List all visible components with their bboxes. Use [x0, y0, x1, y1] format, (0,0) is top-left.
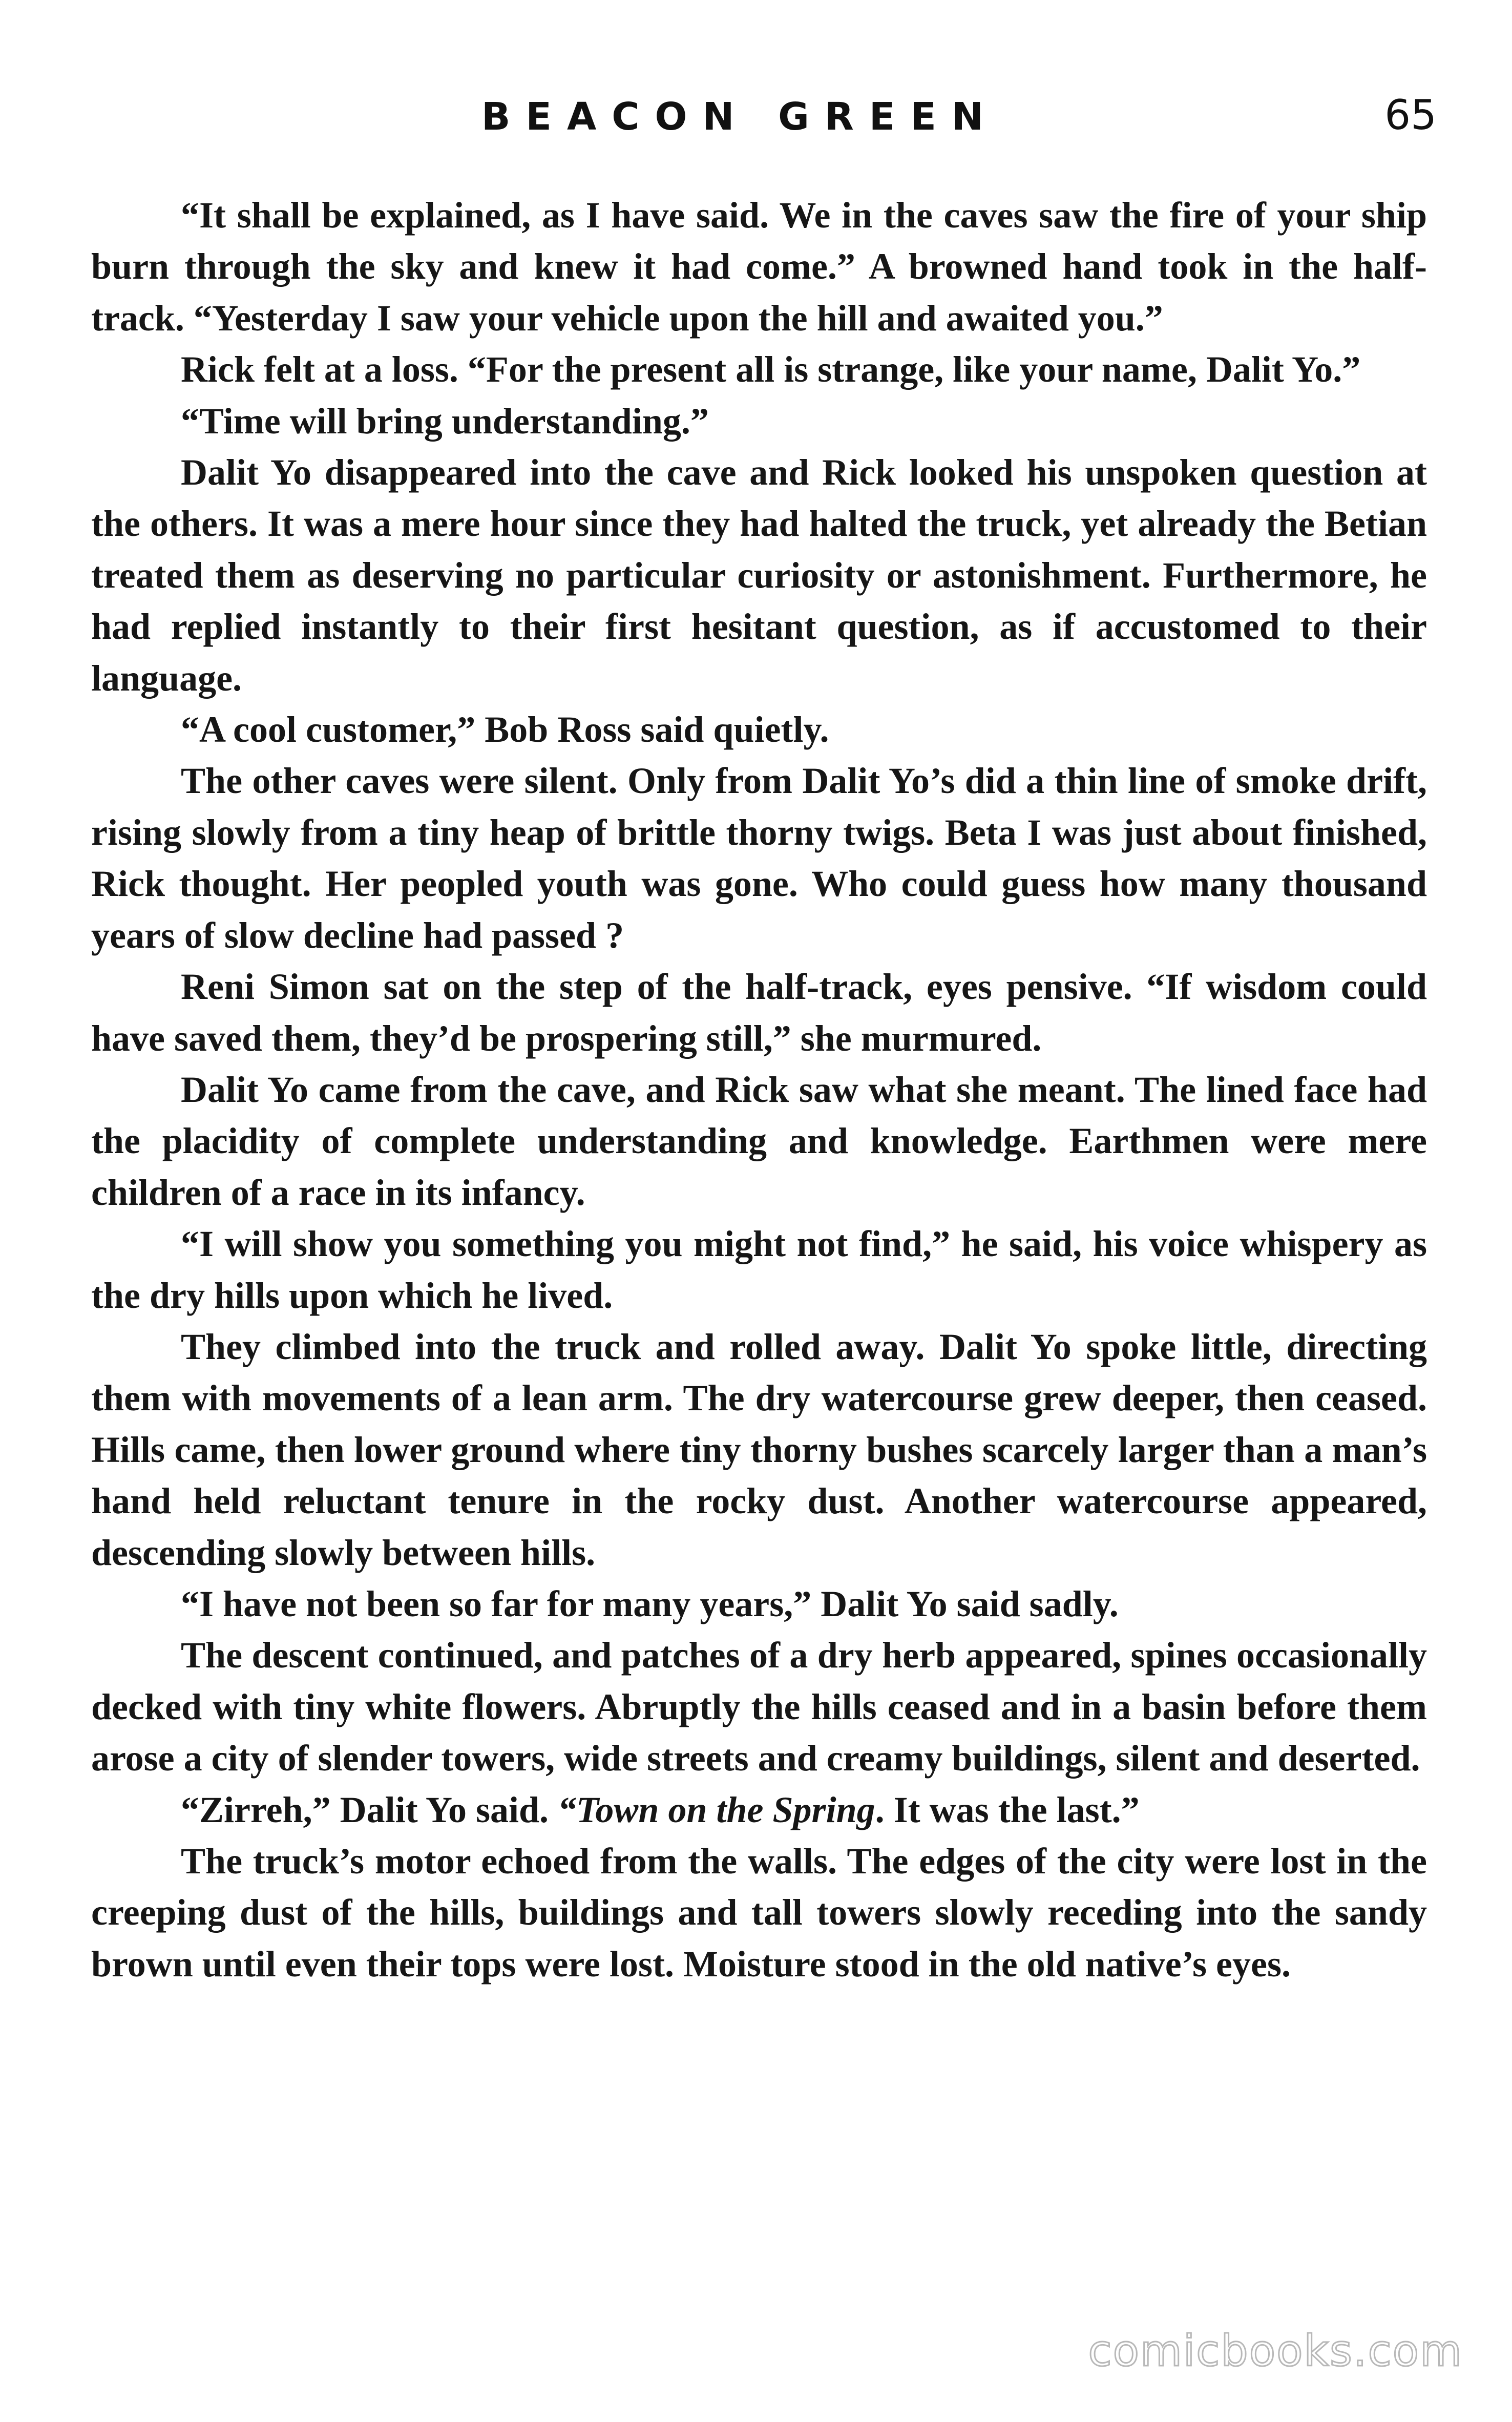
paragraph: Reni Simon sat on the step of the half-track, eyes pensive. “If wisdom could have saved them, they’d be prospering still,” she murmured. — [91, 966, 1427, 1059]
paragraph: “A cool customer,” Bob Ross said quietly. — [181, 709, 829, 750]
paragraph: The descent continued, and patches of a dry herb appeared, spines occasionally decked with tiny white flowers. Abruptly the hills ceased and in a basin before them arose a city of slender towers, wide streets and creamy buildings, silent and deserted. — [91, 1635, 1427, 1779]
page-number: 65 — [1384, 91, 1437, 139]
watermark: comicbooks.com — [1088, 2326, 1463, 2376]
paragraph: “Time will bring understanding.” — [181, 400, 709, 442]
zirreh-paragraph — [91, 1784, 1427, 1835]
running-header — [0, 82, 1512, 159]
paragraph: Dalit Yo came from the cave, and Rick saw what she meant. The lined face had the placidity of complete understanding and knowledge. Earthmen were mere children of a race in its infancy. — [91, 1069, 1427, 1213]
zirreh-italic: “Town on the Spring — [558, 1789, 875, 1830]
paragraph: “I have not been so far for many years,” Dalit Yo said sadly. — [181, 1583, 1119, 1624]
paragraph: They climbed into the truck and rolled away. Dalit Yo spoke little, directing them with movements of a lean arm. The dry watercourse grew deeper, then ceased. Hills came, then lower ground where tiny thorny bushes scarcely larger than a man’s hand held reluctant tenure in the rocky dust. Another watercourse appeared, descending slowly between hills. — [91, 1326, 1427, 1573]
running-title: BEACON GREEN — [481, 95, 999, 139]
body-text — [91, 190, 1427, 1990]
paragraph: Rick felt at a loss. “For the present all is strange, like your name, Dalit Yo.” — [181, 349, 1361, 390]
paragraph: “It shall be explained, as I have said. We in the caves saw the fire of your ship burn through the sky and knew it had come.” A browned hand took in the half-track. “Yesterday I saw your vehicle upon the hill and awaited you.” — [91, 195, 1427, 339]
paragraph: Dalit Yo disappeared into the cave and Rick looked his unspoken question at the others. It was a mere hour since they had halted the truck, yet already the Betian treated them as deserving no particular curiosity or astonishment. Furthermore, he had replied instantly to their first hesitant question, as if accustomed to their language. — [91, 452, 1427, 699]
paragraph: The other caves were silent. Only from Dalit Yo’s did a thin line of smoke drift, rising slowly from a tiny heap of brittle thorny twigs. Beta I was just about finished, Rick thought. Her peopled youth was gone. Who could guess how many thousand years of slow decline had passed ? — [91, 760, 1427, 956]
zirreh-tail: . It was the last.” — [875, 1789, 1140, 1830]
closing-paragraph: The truck’s motor echoed from the walls. The edges of the city were lost in the creeping dust of the hills, buildings and tall towers slowly receding into the sandy brown until even their tops were lost. Moisture stood in the old native’s eyes. — [91, 1841, 1427, 1985]
zirreh-lead: “Zirreh,” Dalit Yo said. — [181, 1789, 558, 1830]
paragraph: “I will show you something you might not find,” he said, his voice whispery as the dry hills upon which he lived. — [91, 1223, 1427, 1316]
